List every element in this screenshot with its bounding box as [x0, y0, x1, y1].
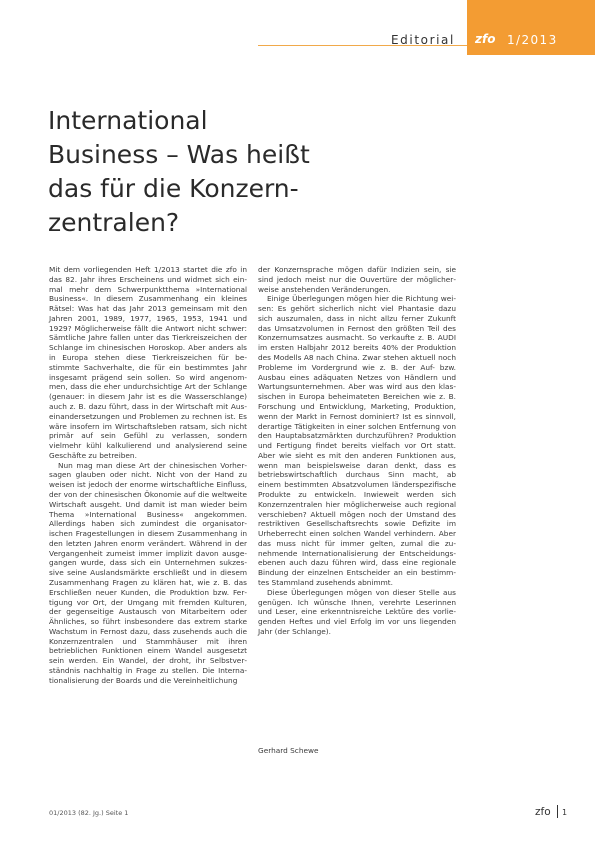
author-signature: Gerhard Schewe	[258, 746, 319, 755]
issue-number: 1/2013	[507, 33, 558, 47]
zfo-logo: zfo	[475, 32, 496, 46]
body-paragraph: Diese Überlegungen mögen von dieser Stelle aus genügen. Ich wünsche Ihnen, verehrte Leserinnen und Leser, eine erkenntnisreiche Lektüre des vorliegenden Heftes und viel Erfolg im vor uns liegenden Jahr (der Schlange).	[258, 587, 456, 636]
text-column-left	[49, 265, 247, 686]
title-line: International	[48, 106, 208, 135]
footer-logo: zfo	[535, 806, 551, 818]
page-number: 1	[562, 808, 568, 817]
body-paragraph: Mit dem vorliegenden Heft 1/2013 startet die zfo in das 82. Jahr ihres Erscheinens und widmet sich einmal mehr dem Schwerpunktthema »International Business«. In diesem Zusammenhang ein kleines Rätsel: Was hat das Jahr 2013 gemeinsam mit den Jahren 2001, 1989, 1977, 1965, 1953, 1941 und 1929? Möglicherweise fällt die Antwort nicht schwer: Sämtliche Jahre fallen unter das Tierkreiszeichen der Schlange im chinesischen Horoskop. Aber anders als in Europa stehen diese Tierkreiszeichen für bestimmte Sachverhalte, die für ein bestimmtes Jahr insgesamt prägend sein sollen. So wird angenommen, dass die eher undurchsichtige Art der Schlange (genauer: in diesem Jahr ist es die Wasserschlange) auch z. B. dazu führt, dass in der Wirtschaft mit Auseinandersetzungen und Problemen zu rechnen ist. Es wäre insofern im Wirtschaftsleben ratsam, sich nicht primär auf sein Gefühl zu verlassen, sondern vielmehr kühl kalkulierend und analysierend seine Geschäfte zu betreiben.	[49, 265, 247, 460]
body-paragraph: der Konzernsprache mögen dafür Indizien sein, sie sind jedoch meist nur die Ouvertüre der möglicherweise anstehenden Veränderungen.	[258, 265, 456, 294]
footer-separator	[557, 805, 558, 818]
page-title	[48, 104, 378, 240]
body-paragraph: Nun mag man diese Art der chinesischen Vorhersagen glauben oder nicht. Nicht von der Hand zu weisen ist jedoch der enorme wirtschaftliche Einfluss, der von der chinesischen Ökonomie auf die weltweite Wirtschaft ausgeht. Und damit ist man wieder beim Thema »International Business« angekommen. Allerdings haben sich zumindest die organisatorischen Fragestellungen in diesem Zusammenhang in den letzten Jahren enorm verändert. Während in der Vergangenheit zumeist immer implizit davon ausgegangen wurde, dass sich ein Unternehmen sukzessive seine Auslandsmärkte erschließt und in diesem Zusammenhang Fragen zu klären hat, wie z. B. das Erschließen neuer Kunden, die Produktion bzw. Fertigung vor Ort, der Umgang mit fremden Kulturen, der gegenseitige Austausch von Mitarbeitern oder Ähnliches, so führt insbesondere das extrem starke Wachstum in Fernost dazu, dass zusehends auch die Konzernzentralen und Stammhäuser mit ihren betrieblichen Funktionen einem Wandel ausgesetzt sein werden. Ein Wandel, der droht, ihr Selbstverständnis nachhaltig in Frage zu stellen. Die Internationalisierung der Boards und die Vereinheitlichung	[49, 460, 247, 685]
footer-citation: 01/2013 (82. Jg.) Seite 1	[49, 809, 129, 817]
title-line: das für die Konzern-	[48, 174, 299, 203]
title-line: Business – Was heißt	[48, 140, 310, 169]
section-label: Editorial	[391, 33, 455, 47]
text-column-right	[258, 265, 456, 637]
title-line: zentralen?	[48, 208, 180, 237]
body-paragraph: Einige Überlegungen mögen hier die Richtung weisen: Es gehört sicherlich nicht viel Phantasie dazu sich auszumalen, dass in nicht allzu ferner Zukunft das Umsatzvolumen in Fernost den größten Teil des Konzernumsatzes ausmacht. So verkaufte z. B. AUDI im ersten Halbjahr 2012 bereits 40% der Produktion des Modells A8 nach China. Zwar stehen aktuell noch Probleme im Vordergrund wie z. B. der Auf- bzw. Ausbau eines adäquaten Netzes von Händlern und Wartungsunternehmen. Aber was wird aus den klassischen in Europa beheimateten Bereichen wie z. B. Forschung und Entwicklung, Marketing, Produktion, wenn der Markt in Fernost dominiert? Ist es sinnvoll, derartige Tätigkeiten in einer solchen Entfernung von den Hauptabsatzmärkten durchzuführen? Produktion und Fertigung findet bereits vielfach vor Ort statt. Aber wie sieht es mit den anderen Funktionen aus, wenn man beispielsweise daran denkt, dass es betriebswirtschaftlich durchaus Sinn macht, ab einem bestimmten Absatzvolumen länderspezifische Produkte zu entwickeln. Inwieweit werden sich Konzernzentralen hier möglicherweise auch regional verschieben? Aktuell mögen noch der Umstand des restriktiven Gesellschaftsrechts sowie Defizite im Urheberrecht einen solchen Wandel verhindern. Aber das muss nicht für immer gelten, zumal die zunehmende Internationalisierung der Entscheidungsebenen auch dazu führen wird, dass eine regionale Bindung der einzelnen Entscheider an ein bestimmtes Stammland zusehends abnimmt.	[258, 294, 456, 587]
